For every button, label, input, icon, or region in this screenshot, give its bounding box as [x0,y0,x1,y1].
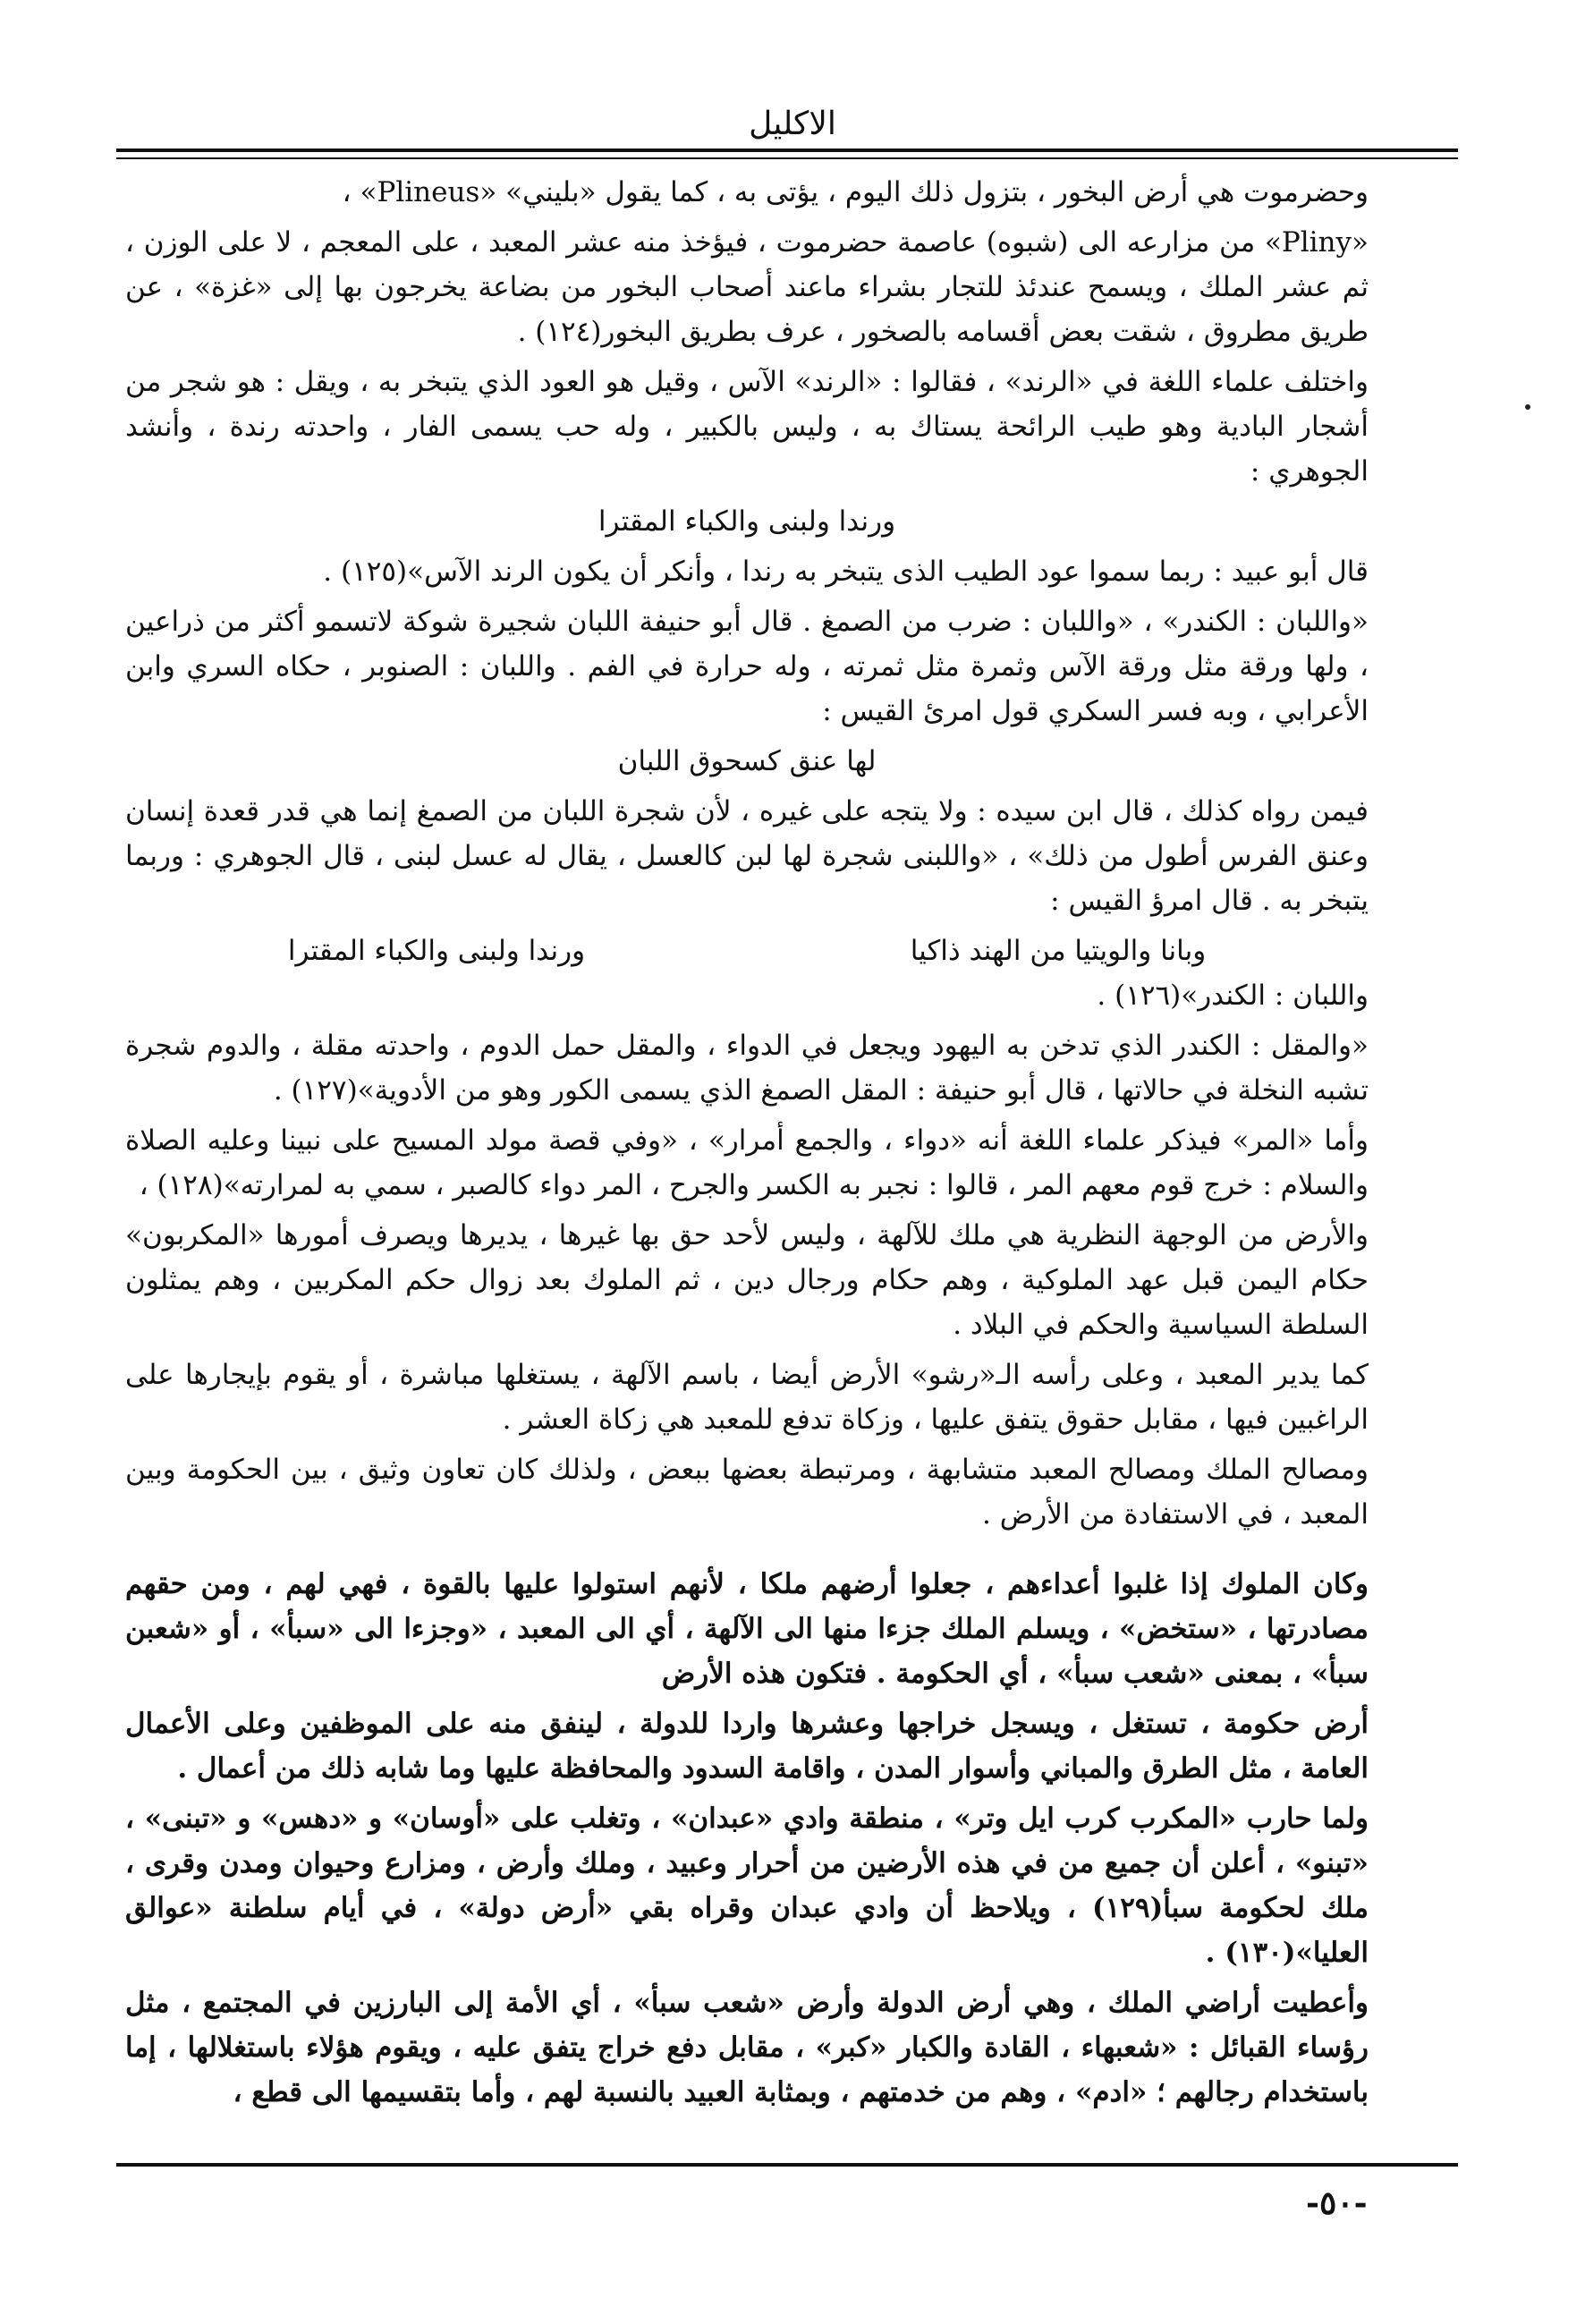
paragraph: وأما «المر» فيذكر علماء اللغة أنه «دواء ، والجمع أمرار» ، «وفي قصة مولد المسيح على نبينا وعليه الصلاة والسلام : خرج قوم معهم المر ، قالوا : نجبر به الكسر والجرح ، المر دواء كالصبر ، سمي به لمرارته»(١٢٨) ، [125,1124,1369,1201]
paragraph: «والمقل : الكندر الذي تدخن به اليهود ويجعل في الدواء ، والمقل حمل الدوم ، واحدته مقلة ، والدوم شجرة تشبه النخلة في حالاتها ، قال أبو حنيفة : المقل الصمغ الذي يسمى الكور وهو من الأدوية»(١٢٧) . [125,1030,1369,1107]
verse-couplet [125,929,1369,973]
margin-mark [1525,404,1530,410]
header-rule-thick [116,148,1458,152]
paragraph: واختلف علماء اللغة في «الرند» ، فقالوا : «الرند» الآس ، وقيل هو العود الذي يتبخر به ، ويقل : هو شجر من أشجار البادية وهو طيب الرائحة يستاك به ، وليس بالكبير ، وله حب يسمى الفار ، واحدته رندة ، وأنشد الجوهري : [125,366,1369,488]
body-text [125,170,1369,2120]
verse-line: لها عنق كسحوق اللبان [617,745,877,777]
verse-hemistich-right: وبانا والويتيا من الهند ذاكيا [910,935,1207,967]
paragraph: أرض حكومة ، تستغل ، ويسجل خراجها وعشرها واردا للدولة ، لينفق منه على الموظفين وعلى الأعمال العامة ، مثل الطرق والمباني وأسوار المدن ، واقامة السدود والمحافظة عليها وما شابه ذلك من أعمال . [125,1708,1369,1785]
paragraph: ولما حارب «المكرب كرب ايل وتر» ، منطقة وادي «عبدان» ، وتغلب على «أوسان» و «دهس» و «تبنى» ، «تبنو» ، أعلن أن جميع من في هذه الأرضين من أحرار وعبيد ، وملك وأرض ، ومزارع وحيوان ومدن وقرى ، ملك لحكومة سبأ(١٢٩) ، ويلاحظ أن وادي عبدان وقراه بقي «أرض دولة» ، في أيام سلطنة «عوالق العليا»(١٣٠) . [125,1802,1369,1969]
paragraph: وحضرموت هي أرض البخور ، بتزول ذلك اليوم ، يؤتى به ، كما يقول «بليني» «Plineus» ، [342,176,1369,208]
verse-line: ورندا ولبنى والكباء المقترا [598,505,896,538]
paragraph: فيمن رواه كذلك ، قال ابن سيده : ولا يتجه على غيره ، لأن شجرة اللبان من الصمغ إنما هي قدر قعدة إنسان وعنق الفرس أطول من ذلك» ، «واللبنى شجرة لها لبن كالعسل ، يقال له عسل لبنى ، قال الجوهري : وربما يتبخر به . قال امرؤ القيس : [125,795,1369,917]
paragraph: واللبان : الكندر»(١٢٦) . [1097,980,1369,1012]
paragraph: وأعطيت أراضي الملك ، وهي أرض الدولة وأرض «شعب سبأ» ، أي الأمة إلى البارزين في المجتمع ، مثل رؤساء القبائل : «شعبهاء ، القادة والكبار «كبر» ، مقابل دفع خراج يتفق عليه ، ويقوم هؤلاء باستغلالها ، إما باستخدام رجالهم ؛ «ادم» ، وهم من خدمتهم ، وبمثابة العبيد بالنسبة لهم ، وأما بتقسيمها الى قطع ، [125,1987,1369,2108]
paragraph: قال أبو عبيد : ربما سموا عود الطيب الذى يتبخر به رندا ، وأنكر أن يكون الرند الآس»(١٢٥) . [323,556,1369,588]
paragraph: «Pliny» من مزارعه الى (شبوه) عاصمة حضرموت ، فيؤخذ منه عشر المعبد ، على المعجم ، لا على الوزن ، ثم عشر الملك ، ويسمح عندئذ للتجار بشراء ماعند أصحاب البخور من بضاعة يخرجون بها إلى «غزة» ، عن طريق مطروق ، شقت بعض أقسامه بالصخور ، عرف بطريق البخور(١٢٤) . [125,226,1369,348]
running-header: الاكليل [749,106,836,142]
section-gap [125,1542,1369,1562]
header-rule-thin [116,157,1458,159]
paragraph: وكان الملوك إذا غلبوا أعداءهم ، جعلوا أرضهم ملكا ، لأنهم استولوا عليها بالقوة ، فهي لهم ، ومن حقهم مصادرتها ، «ستخض» ، ويسلم الملك جزءا منها الى الآلهة ، أي الى المعبد ، «وجزءا الى «سبأ» ، أو «شعبن سبأ» ، بمعنى «شعب سبأ» ، أي الحكومة . فتكون هذه الأرض [125,1568,1369,1690]
page-number: -٥٠- [1306,2184,1368,2222]
paragraph: والأرض من الوجهة النظرية هي ملك للآلهة ، وليس لأحد حق بها غيرها ، يديرها ويصرف أمورها «المكربون» حكام اليمن قبل عهد الملوكية ، وهم حكام ورجال دين ، ثم الملوك بعد زوال حكم المكربين ، وهم يمثلون السلطة السياسية والحكم في البلاد . [125,1219,1369,1341]
paragraph: «واللبان : الكندر» ، «واللبان : ضرب من الصمغ . قال أبو حنيفة اللبان شجيرة شوكة لاتسمو أكثر من ذراعين ، ولها ورقة مثل ورقة الآس وثمرة مثل ثمرته ، وله حرارة في الفم . واللبان : الصنوبر ، حكاه السري وابن الأعرابي ، وبه فسر السكري قول امرئ القيس : [125,606,1369,727]
footer-rule [116,2163,1458,2167]
paragraph: ومصالح الملك ومصالح المعبد متشابهة ، ومرتبطة بعضها ببعض ، ولذلك كان تعاون وثيق ، بين الحكومة وبين المعبد ، في الاستفادة من الأرض . [125,1454,1369,1531]
paragraph: كما يدير المعبد ، وعلى رأسه الـ«رشو» الأرض أيضا ، باسم الآلهة ، يستغلها مباشرة ، أو يقوم بإيجارها على الراغبين فيها ، مقابل حقوق يتفق عليها ، وزكاة تدفع للمعبد هي زكاة العشر . [125,1359,1369,1436]
verse-hemistich-left: ورندا ولبنى والكباء المقترا [287,935,586,967]
